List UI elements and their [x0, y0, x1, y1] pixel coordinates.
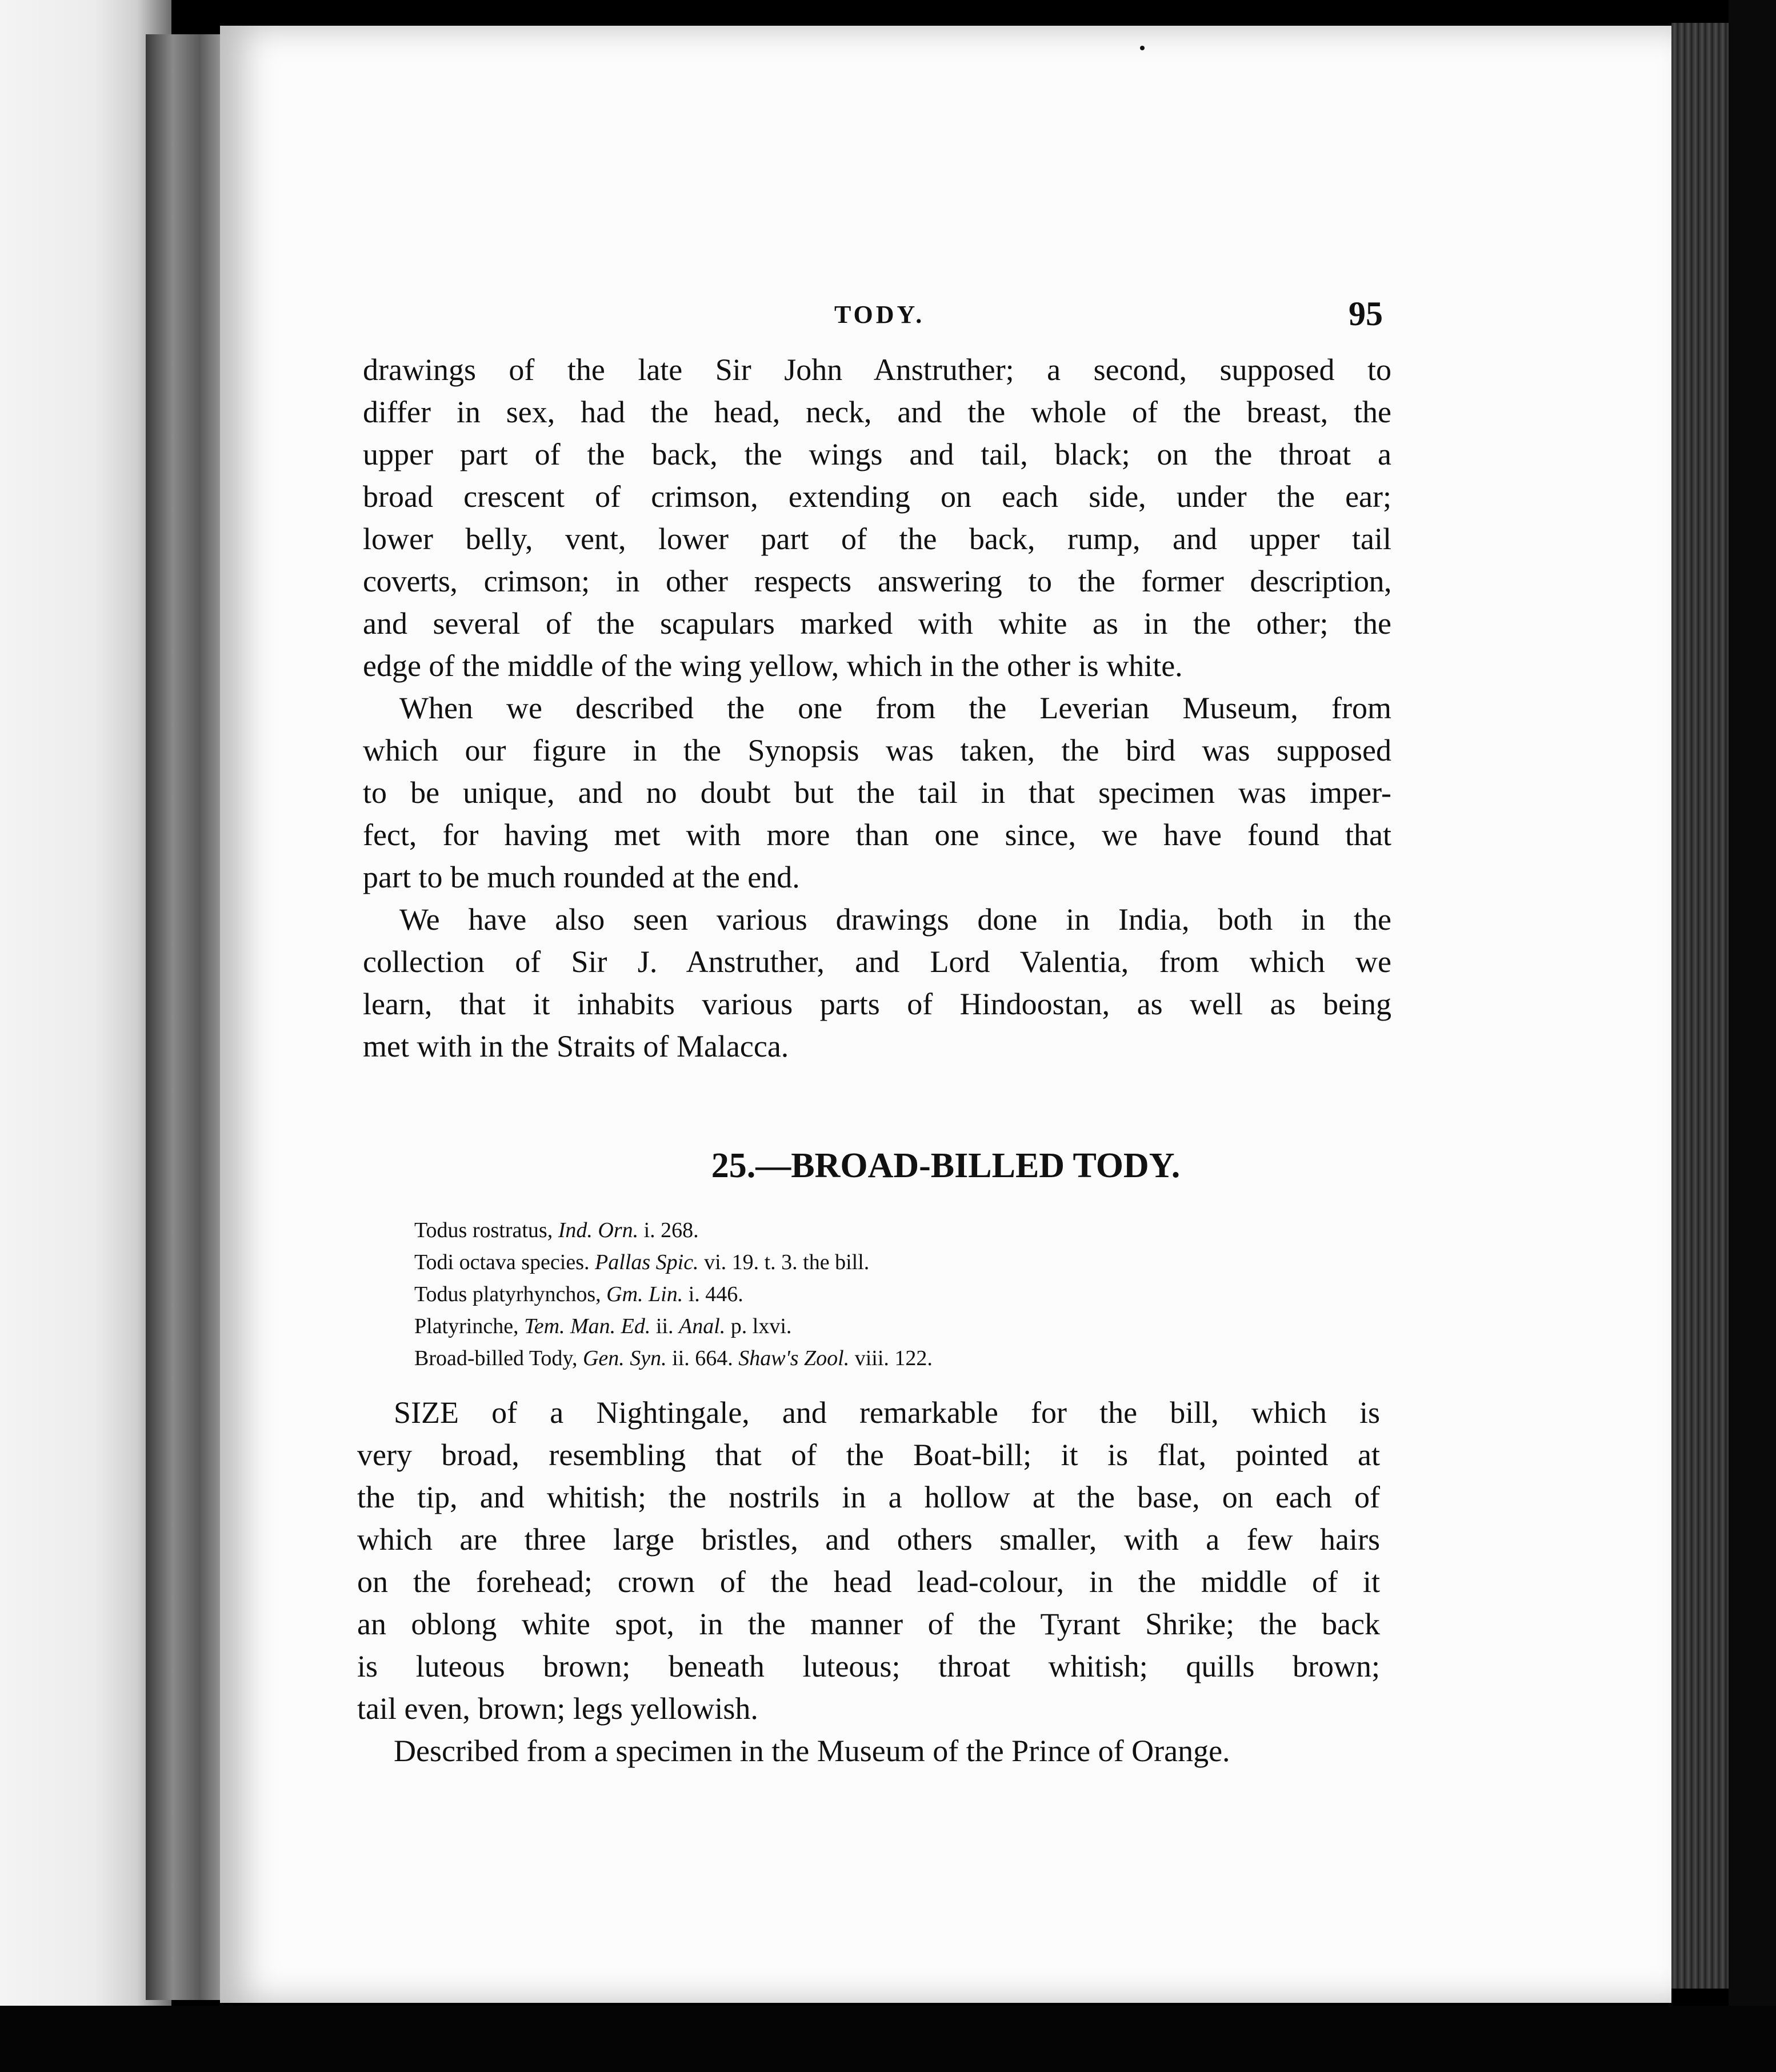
- text-line: tail even, brown; legs yellowish.: [357, 1691, 758, 1726]
- text-line: which are three large bristles, and others smaller, with a few hairs: [357, 1522, 1380, 1557]
- synonym-name: Platyrinche,: [414, 1314, 519, 1338]
- page-number: 95: [1349, 295, 1383, 333]
- text-line: differ in sex, had the head, neck, and the whole of the breast, the: [363, 395, 1391, 429]
- page-stack-edge: [1671, 23, 1729, 1989]
- text-line: lower belly, vent, lower part of the back, rump, and upper tail: [363, 522, 1391, 556]
- section-title: 25.—BROAD-BILLED TODY.: [711, 1146, 1181, 1185]
- text-line: and several of the scapulars marked with white as in the other; the: [363, 606, 1391, 641]
- text-line: drawings of the late Sir John Anstruther; a second, supposed to: [363, 353, 1391, 387]
- synonym-name: Todus platyrhynchos,: [414, 1282, 601, 1306]
- continued-description: [363, 349, 1391, 1067]
- text-line: to be unique, and no doubt but the tail in that specimen was imper-: [363, 775, 1391, 810]
- text-line: part to be much rounded at the end.: [363, 860, 800, 894]
- synonym-name: Todus rostratus,: [414, 1218, 553, 1242]
- text-line: Described from a specimen in the Museum of the Prince of Orange.: [394, 1734, 1230, 1768]
- text-line: fect, for having met with more than one since, we have found that: [363, 818, 1391, 852]
- text-line: which our figure in the Synopsis was taken, the bird was supposed: [363, 733, 1391, 767]
- text-line: upper part of the back, the wings and tail, black; on the throat a: [363, 437, 1391, 471]
- text-line: When we described the one from the Leverian Museum, from: [399, 691, 1391, 725]
- species-description: [357, 1391, 1380, 1772]
- book-page: [220, 26, 1671, 2003]
- text-line: very broad, resembling that of the Boat-bill; it is flat, pointed at: [357, 1438, 1380, 1472]
- text-line: collection of Sir J. Anstruther, and Lord Valentia, from which we: [363, 945, 1391, 979]
- synonym-reference: Pallas Spic.: [595, 1250, 699, 1274]
- text-line: on the forehead; crown of the head lead-colour, in the middle of it: [357, 1565, 1380, 1599]
- synonym-citation: i. 446.: [688, 1282, 743, 1306]
- synonym-entry: [414, 1246, 1386, 1278]
- synonym-citation: vi. 19. t. 3. the bill.: [704, 1250, 870, 1274]
- text-line: the tip, and whitish; the nostrils in a hollow at the base, on each of: [357, 1480, 1380, 1514]
- text-line: an oblong white spot, in the manner of the Tyrant Shrike; the back: [357, 1607, 1380, 1641]
- synonym-reference: Anal.: [679, 1314, 726, 1338]
- book-gutter: [146, 34, 223, 2000]
- text-line: broad crescent of crimson, extending on each side, under the ear;: [363, 479, 1391, 514]
- synonym-entry: [414, 1214, 1386, 1246]
- running-head: TODY.: [834, 301, 925, 329]
- text-line: learn, that it inhabits various parts of Hindoostan, as well as being: [363, 987, 1391, 1021]
- synonym-list: [414, 1214, 1386, 1374]
- synonym-entry: [414, 1278, 1386, 1310]
- synonym-reference: Tem. Man. Ed.: [524, 1314, 651, 1338]
- page-header: [220, 294, 1671, 340]
- text-line: SIZE of a Nightingale, and remarkable for the bill, which is: [394, 1395, 1380, 1430]
- synonym-reference: Gm. Lin.: [606, 1282, 683, 1306]
- paragraph: [363, 349, 1391, 687]
- synonym-citation: ii. 664.: [672, 1346, 733, 1370]
- synonym-name: Broad-billed Tody,: [414, 1346, 578, 1370]
- synonym-entry: [414, 1342, 1386, 1374]
- synonym-citation: ii.: [655, 1314, 674, 1338]
- synonym-reference: Ind. Orn.: [558, 1218, 639, 1242]
- text-line: coverts, crimson; in other respects answering to the former description,: [363, 564, 1391, 598]
- synonym-entry: [414, 1310, 1386, 1342]
- paragraph: [363, 898, 1391, 1067]
- synonym-citation: i. 268.: [643, 1218, 699, 1242]
- text-line: edge of the middle of the wing yellow, which in the other is white.: [363, 649, 1183, 683]
- synonym-citation: viii. 122.: [854, 1346, 933, 1370]
- synonym-reference: Shaw's Zool.: [738, 1346, 850, 1370]
- paragraph: [363, 687, 1391, 898]
- text-line: met with in the Straits of Malacca.: [363, 1029, 789, 1063]
- speck: [1140, 46, 1145, 50]
- text-line: We have also seen various drawings done in India, both in the: [399, 902, 1391, 937]
- text-line: is luteous brown; beneath luteous; throat whitish; quills brown;: [357, 1649, 1380, 1683]
- synonym-name: Todi octava species.: [414, 1250, 590, 1274]
- synonym-citation: p. lxvi.: [730, 1314, 792, 1338]
- paragraph: [357, 1391, 1380, 1730]
- synonym-reference: Gen. Syn.: [582, 1346, 667, 1370]
- scan-border-right: [1729, 0, 1776, 2072]
- scan-border-bottom: [0, 2006, 1776, 2072]
- paragraph: [357, 1730, 1380, 1772]
